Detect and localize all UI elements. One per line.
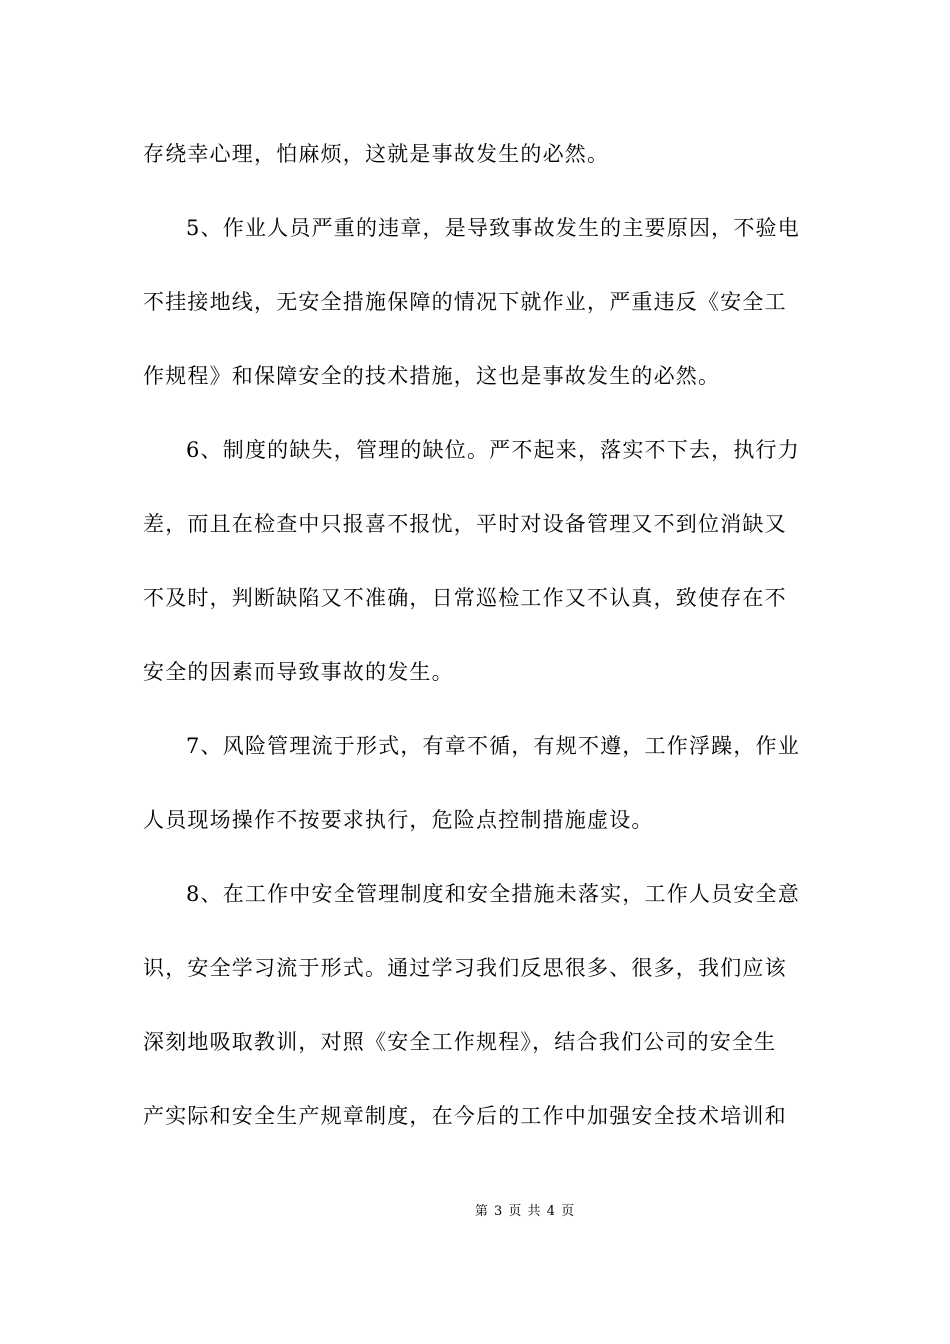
paragraph-7-line: 7、风险管理流于形式，有章不循，有规不遵，工作浮躁，作业 [186,734,800,758]
text-line: 人员现场操作不按要求执行，危险点控制措施虚设。 [143,808,654,832]
text-line: 深刻地吸取教训，对照《安全工作规程》，结合我们公司的安全生 [143,1030,777,1054]
paragraph-5-line: 5、作业人员严重的违章，是导致事故发生的主要原因，不验电 [186,216,800,240]
page-number-label: 第 3 页 共 4 页 [474,1204,576,1219]
text-line: 存绕幸心理，怕麻烦，这就是事故发生的必然。 [143,142,610,166]
text-line: 识，安全学习流于形式。通过学习我们反思很多、很多，我们应该 [143,956,787,980]
paragraph-8-line: 8、在工作中安全管理制度和安全措施未落实，工作人员安全意 [186,882,800,906]
text-line: 产实际和安全生产规章制度，在今后的工作中加强安全技术培训和 [143,1104,787,1128]
paragraph-6-line: 6、制度的缺失，管理的缺位。严不起来，落实不下去，执行力 [186,438,800,462]
text-line: 安全的因素而导致事故的发生。 [143,660,454,684]
text-line: 不及时，判断缺陷又不准确，日常巡检工作又不认真，致使存在不 [143,586,787,610]
text-line: 作规程》和保障安全的技术措施，这也是事故发生的必然。 [143,364,721,388]
text-line: 不挂接地线，无安全措施保障的情况下就作业，严重违反《安全工 [143,290,787,314]
text-line: 差，而且在检查中只报喜不报忧，平时对设备管理又不到位消缺又 [143,512,787,536]
page-footer [0,1203,950,1221]
